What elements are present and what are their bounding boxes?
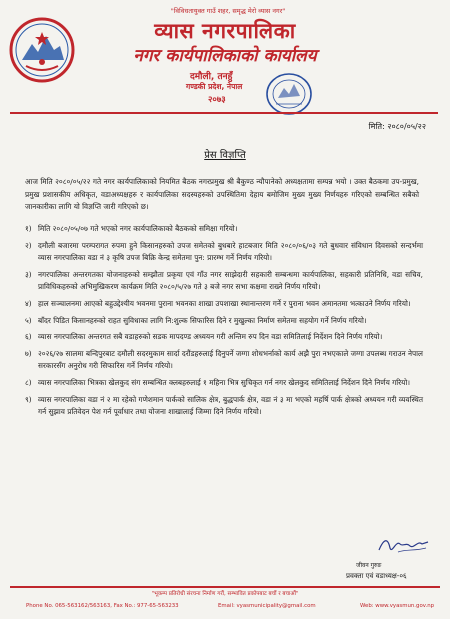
letterhead-slogan: "विविधतायुक्त गाउँ शहर, समृद्ध मेरो व्यास नगर" <box>170 7 286 15</box>
decision-number: १) <box>25 224 32 233</box>
footer-divider <box>10 586 440 588</box>
decision-number: २) <box>25 240 32 250</box>
list-item <box>25 269 423 294</box>
footer-email: Email: vyasmunicipality@gmail.com <box>218 603 316 609</box>
decision-text: व्यास नगरपालिका अन्तरगत सबै वडाहरुको सडक मापदण्ड अध्ययन गरी अन्तिम रुप दिन वडा समितिलाई निर्देशन दिने निर्णय गरियो। <box>38 332 383 342</box>
signatory-title: प्रवक्ता एवं वडाध्यक्ष-०६ <box>346 572 407 580</box>
decision-number: ३) <box>25 269 32 279</box>
established-year: २०७३ <box>208 95 226 105</box>
decision-number: ४) <box>25 298 32 308</box>
municipality-title: व्यास नगरपालिका <box>154 19 296 43</box>
signature-mark <box>376 534 432 556</box>
decisions-list <box>25 223 423 423</box>
address-line-2: गण्डकी प्रदेश, नेपाल <box>186 82 243 91</box>
address-line-1: दमौली, तनहुँ <box>190 72 233 82</box>
intro-paragraph: आज मिति २०८०/०५/२२ गते नगर कार्यपालिकाको नियमित बैठक नगरप्रमुख श्री बैकुण्ठ न्यौपानेको अध्यक्षतामा सम्पन्न भयो । उक्त बैठकमा उप-प्रमुख, प्रमुख प्रशासकीय अधिकृत, वडाअध्यक्षहरु र कार्यपालिका सदस्यहरुको उपस्थितिमा देहाय बमोजिम मुख्य मुख्य निर्णयहरु गरिएको सम्बन्धित सबैको जानकारीका लागि यो विज्ञप्ति जारी गरिएको छ। <box>25 177 419 212</box>
header-divider <box>10 112 438 114</box>
list-item <box>25 298 423 311</box>
list-item <box>25 394 423 419</box>
list-item <box>25 348 423 373</box>
decision-number: ९) <box>25 394 32 404</box>
list-item <box>25 315 423 328</box>
signatory-name: जीवन गुरुङ <box>356 562 382 569</box>
decision-text: व्यास नगरपालिका भित्रका खेलकुद संग सम्बन्धित क्लबहरुलाई १ महिना भित्र सुचिकृत गर्न नगर खेलकुद समितिलाई निर्देशन दिने निर्णय गरियो। <box>38 377 410 387</box>
list-item <box>25 377 423 390</box>
press-release-title: प्रेस विज्ञप्ति <box>204 150 246 161</box>
decision-number: ५) <box>25 315 32 325</box>
decision-text: नगरपालिका अन्तरगतका योजनाहरुको सम्झौता प्रकृया एवं गाँउ नगर साझेदारी सहकारी सम्बन्धमा कार्यपालिका, सहकारी प्रतिनिधि, वडा सचिव, प्राविधिकहरुको अभिमुखिकरण कार्यक्रम मिति २०८०/५/२७ गते ३ बजे नगर सभा कक्षमा राख्ने निर्णय गरियो। <box>38 269 423 292</box>
issue-date: मिति: २०८०/०५/२२ <box>368 122 426 131</box>
list-item <box>25 240 423 265</box>
decision-text: दमौली बजारमा परम्परागत रुपमा हुने किसानहरुको उपज समेतको बुधबारे हाटबजार मिति २०८०/०६/०३ गते बुधवार संविधान दिवसको सन्दर्भमा व्यास नगरपालिका वडा नं ३ कृषि उपज बिक्रि केन्द्र समेतमा पुन: प्रारम्भ गर्ने निर्णय गरियो। <box>38 240 423 263</box>
office-title: नगर कार्यपालिकाको कार्यालय <box>133 46 317 66</box>
decision-number: ७) <box>25 348 32 358</box>
footer-slogan: "भूकम्प प्रतिरोधी संरचना निर्माण गरौं, सम्भावित प्रकोपबाट बचौं र बचाऔं" <box>151 591 299 597</box>
list-item <box>25 331 423 344</box>
decision-number: ८) <box>25 377 32 387</box>
decision-text: बाँदर पिडित किसानहरुको राहत सुविधाका लागि नि:शुल्क सिफारिस दिने र मुखुल्का निर्माण समेतमा सहयोग गर्ने निर्णय गरियो। <box>38 315 367 325</box>
municipality-stamp-icon <box>264 70 314 118</box>
footer-contact: Phone No. 065-563162/563163, Fax No.: 977-65-563233 <box>26 603 179 609</box>
decision-text: व्यास नगरपालिका वडा नं २ मा रहेको गणेशमान पार्कको सालिक क्षेत्र, बुद्धपार्क क्षेत्र, वडा नं ३ मा भएको महर्षि पार्क क्षेत्रको अध्ययन गरी व्यवस्थित गर्न सुझाव प्रतिवेदन पेश गर्न पूर्वाधार तथा योजना शाखालाई जिम्मा दिने निर्णय गरियो। <box>38 394 423 417</box>
list-item <box>25 223 423 236</box>
decision-text: २०२६/२७ सालमा बन्दिपुरबाट दमौली सदरमुकाम सार्दा दरौंडहरुलाई दिनुपर्ने जग्गा शोधभर्नाको कार्य अझै पुरा नभएकाले जग्गा उपलब्ध गराउन नेपाल सरकारसँग अनुरोध गरी सिफारिस गर्ने निर्णय गरियो। <box>38 348 423 371</box>
footer-website: Web: www.vyasmun.gov.np <box>360 603 435 609</box>
nepal-government-emblem-icon <box>8 16 76 84</box>
decision-number: ६) <box>25 332 32 342</box>
decision-text: मिति २०८०/०५/०७ गते भएको नगर कार्यपालिकाको बैठकको समिक्षा गरियो। <box>38 224 238 233</box>
decision-text: हाल सञ्चालनमा आएको बहुउद्देश्यीय भवनमा पुराना भवनका शाखा उपशाखा स्थानान्तरण गर्ने र पुराना भवन अमानतमा भत्काउने निर्णय गरियो। <box>38 298 411 308</box>
